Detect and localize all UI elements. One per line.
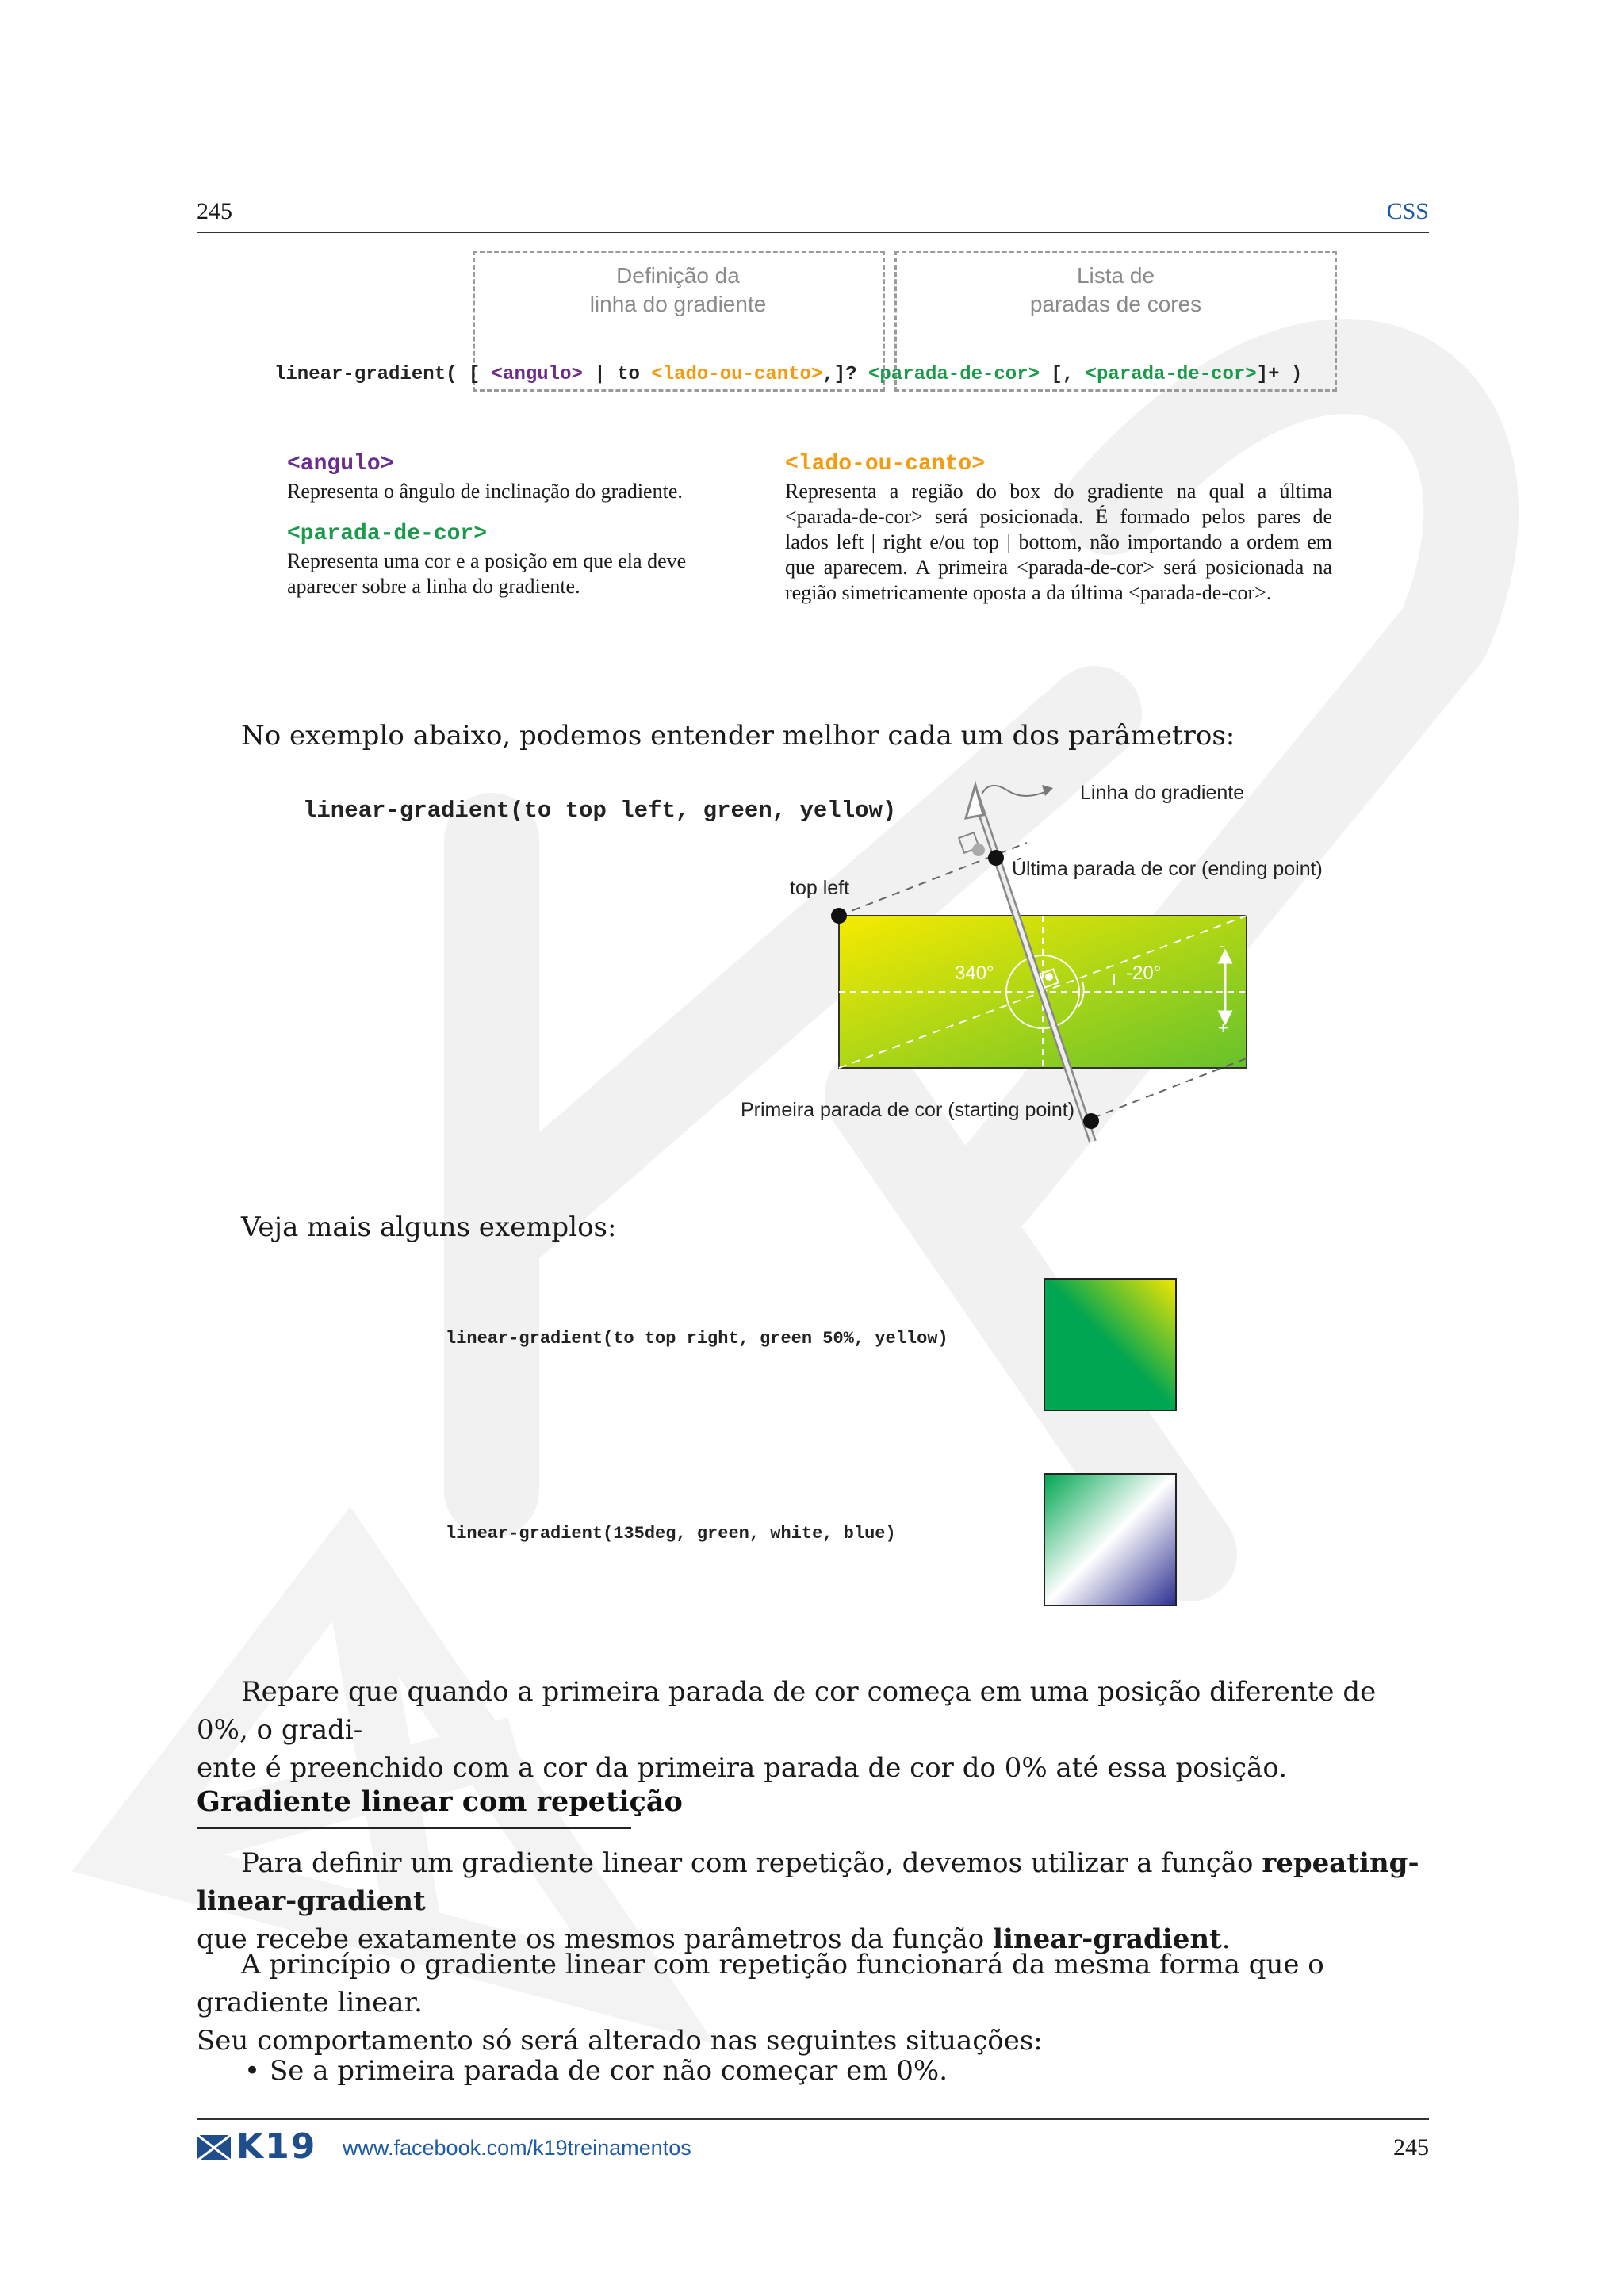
- p2-text-e: .: [1221, 1923, 1231, 1955]
- example-intro: No exemplo abaixo, podemos entender melhor cada um dos parâmetros:: [241, 720, 1235, 752]
- syntax-angulo: <angulo>: [491, 364, 583, 385]
- syntax-pipe-to: | to: [582, 364, 652, 385]
- parada-term: <parada-de-cor>: [287, 522, 488, 546]
- paragraph-repeating: [197, 1844, 1442, 1958]
- header-section: CSS: [1386, 198, 1429, 224]
- label-ending-point: Última parada de cor (ending point): [1012, 858, 1323, 880]
- ex2-code: linear-gradient(135deg, green, white, blue): [446, 1524, 896, 1544]
- label-minus: -: [1220, 936, 1226, 955]
- p2-linear-fn: linear-gradient: [993, 1923, 1222, 1955]
- bullet-item: Se a primeira parada de cor não começar em 0%.: [270, 2055, 948, 2087]
- label-340: 340°: [955, 962, 994, 984]
- lado-term: <lado-ou-canto>: [785, 452, 986, 476]
- p2-repeating-fn: repeating-linear-gradient: [197, 1847, 1419, 1917]
- syntax-open: [: [457, 364, 492, 385]
- label-plus: +: [1218, 1018, 1228, 1038]
- syntax-lado: <lado-ou-canto>: [651, 364, 823, 385]
- color-stops-box-label: Lista de paradas de cores: [1029, 263, 1202, 316]
- angulo-desc: Representa o ângulo de inclinação do gradiente.: [287, 480, 683, 503]
- section-title-underline: [197, 1827, 631, 1829]
- ending-point: [988, 850, 1004, 866]
- label-neg20: -20°: [1126, 962, 1162, 984]
- footer-url[interactable]: www.facebook.com/k19treinamentos: [343, 2136, 691, 2160]
- syntax-code: [274, 342, 1302, 385]
- gradient-line-box-label: Definição da linha do gradiente: [589, 263, 767, 316]
- label-starting-point: Primeira parada de cor (starting point): [741, 1099, 1075, 1121]
- label-gradient-line: Linha do gradiente: [1080, 782, 1245, 804]
- header-page-number: 245: [197, 198, 232, 224]
- parada-desc: Representa uma cor e a posição em que ela deve aparecer sobre a linha do gradiente.: [287, 549, 687, 598]
- p2-text-a: Para definir um gradiente linear com repetição, devemos utilizar a função: [241, 1847, 1262, 1879]
- syntax-fn: linear-gradient(: [274, 364, 458, 385]
- p2-text-c: que recebe exatamente os mesmos parâmetros da função: [197, 1923, 985, 1955]
- paragraph-first-stop: Repare que quando a primeira parada de cor começa em uma posição diferente de 0%, o gradi- ente é preenchido com a cor da primeira parada de cor do 0% até essa posição.: [197, 1676, 1377, 1784]
- syntax-close1: ,]?: [822, 364, 857, 385]
- center-point: [1045, 973, 1053, 981]
- more-intro: Veja mais alguns exemplos:: [241, 1211, 617, 1243]
- syntax-parada1: <parada-de-cor>: [868, 364, 1040, 385]
- footer-page-number: 245: [1393, 2134, 1429, 2160]
- syntax-parada2: <parada-de-cor>: [1085, 364, 1257, 385]
- top-left-point: [831, 908, 847, 924]
- header-rule: [197, 232, 1429, 233]
- footer-rule: [197, 2118, 1429, 2120]
- callout-arrow: [982, 786, 1047, 796]
- label-top-left: top left: [790, 877, 850, 899]
- callout-arrowhead: [1042, 785, 1053, 796]
- starting-point: [1083, 1113, 1099, 1129]
- ending-point-ghost: [972, 844, 985, 856]
- syntax-mid: [,: [1040, 364, 1086, 385]
- ex1-code: linear-gradient(to top right, green 50%, yellow): [446, 1329, 948, 1349]
- example-code: linear-gradient(to top left, green, yellow): [303, 798, 897, 824]
- ex2-swatch: [1044, 1473, 1177, 1606]
- lado-desc: Representa a região do box do gradiente na qual a última <parada-de-cor> será posicionada. É formado pelos pares de lados left | right e/ou top | bottom, não importando a ordem em que aparecem. A primeira <parada-de-cor> será posicionada na região simetricamente oposta a da última <parada-de-cor>.: [785, 480, 1332, 604]
- k19-logo-icon: [197, 2134, 232, 2161]
- k19-logo-text: K19: [236, 2126, 317, 2167]
- section-title: Gradiente linear com repetição: [197, 1785, 683, 1818]
- angulo-term: <angulo>: [287, 452, 394, 476]
- paragraph-behavior: A princípio o gradiente linear com repetição funcionará da mesma forma que o gradiente linear. Seu comportamento só será alterado nas seguintes situações:: [197, 1949, 1324, 2057]
- syntax-close2: ]+ ): [1256, 364, 1303, 385]
- bullet-marker: •: [244, 2055, 261, 2087]
- ex1-swatch: [1044, 1278, 1177, 1411]
